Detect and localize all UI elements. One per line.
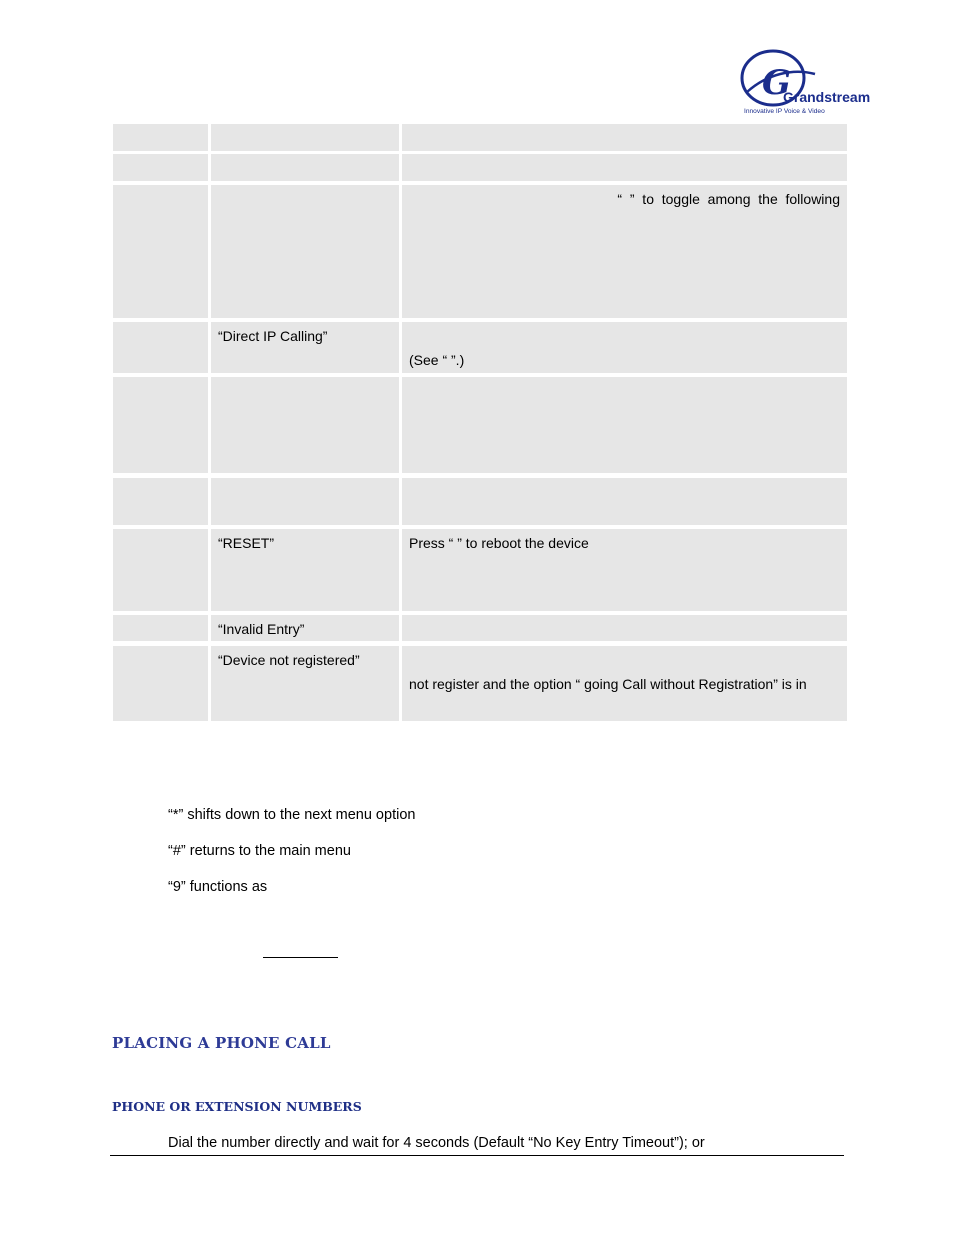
table-cell-description	[402, 185, 847, 318]
table-cell-description	[402, 154, 847, 181]
section-heading: PLACING A PHONE CALL	[112, 1034, 331, 1052]
note-main-menu: “#” returns to the main menu	[168, 843, 351, 859]
table-cell-key	[113, 646, 208, 721]
table-cell-description: Press “ ” to reboot the device	[402, 529, 847, 611]
table-cell-text: (See “ ”.)	[409, 352, 465, 368]
logo-tagline: Innovative IP Voice & Video	[744, 108, 825, 115]
note-shift-down: “*” shifts down to the next menu option	[168, 807, 416, 823]
note-nine-key: “9” functions as	[168, 879, 268, 895]
dial-instruction: Dial the number directly and wait for 4 seconds (Default “No Key Entry Timeout”); or	[168, 1135, 705, 1151]
svg-text:G: G	[762, 63, 792, 103]
table-cell-display: “Invalid Entry”	[211, 615, 399, 641]
table-row	[113, 154, 847, 181]
table-row	[113, 646, 847, 721]
table-cell-display	[211, 185, 399, 318]
table-cell-description	[402, 377, 847, 473]
table-cell-display	[211, 124, 399, 151]
table-cell-description	[402, 615, 847, 641]
table-cell-key	[113, 322, 208, 373]
table-cell-description	[402, 322, 847, 373]
table-cell-key	[113, 615, 208, 641]
table-cell-key	[113, 478, 208, 525]
table-row	[113, 615, 847, 641]
table-cell-display	[211, 478, 399, 525]
table-cell-key	[113, 124, 208, 151]
table-cell-display	[211, 377, 399, 473]
link-underline	[263, 957, 338, 958]
table-cell-display: “Direct IP Calling”	[211, 322, 399, 373]
section-subheading: PHONE OR EXTENSION NUMBERS	[112, 1099, 362, 1114]
table-cell-key	[113, 529, 208, 611]
table-row	[113, 529, 847, 611]
table-row	[113, 124, 847, 151]
table-cell-description	[402, 646, 847, 721]
table-row	[113, 322, 847, 373]
table-cell-text: “ ” to toggle among the following	[617, 191, 840, 207]
footer-divider	[110, 1155, 844, 1156]
table-cell-description	[402, 124, 847, 151]
table-row	[113, 185, 847, 318]
table-cell-key	[113, 185, 208, 318]
table-cell-display	[211, 154, 399, 181]
table-cell-key	[113, 154, 208, 181]
table-cell-display: “Device not registered”	[211, 646, 399, 721]
logo-wordmark: Grandstream	[783, 89, 871, 105]
grandstream-logo	[733, 44, 871, 118]
table-cell-display: “RESET”	[211, 529, 399, 611]
table-row	[113, 377, 847, 473]
table-row	[113, 478, 847, 525]
table-cell-key	[113, 377, 208, 473]
table-cell-description	[402, 478, 847, 525]
table-cell-text: not register and the option “ going Call without Registration” is in	[409, 676, 807, 692]
